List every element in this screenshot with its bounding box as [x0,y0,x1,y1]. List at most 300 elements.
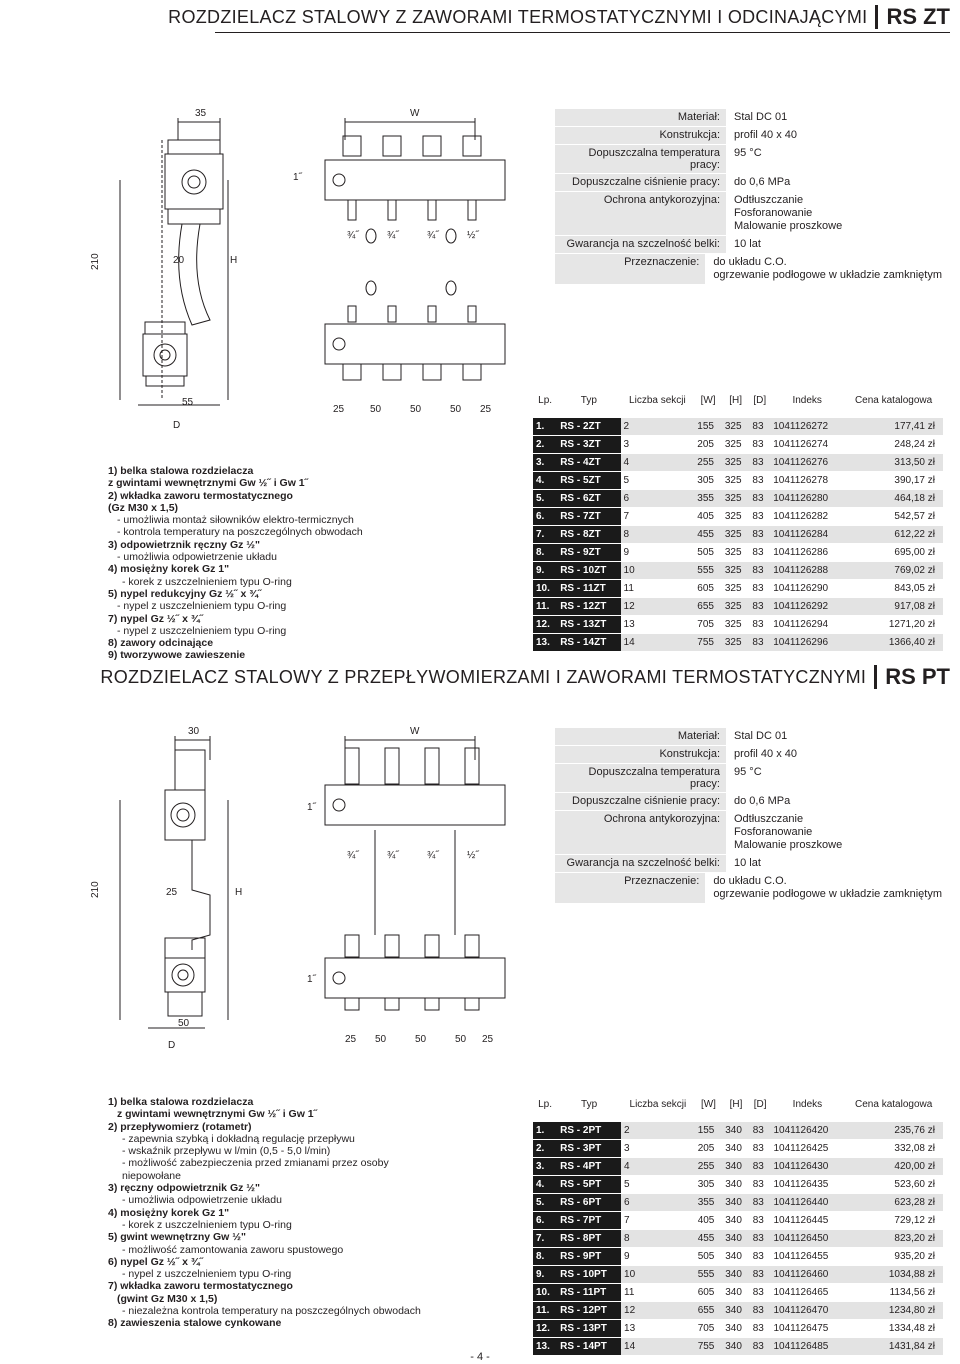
pt-header-title: ROZDZIELACZ STALOWY Z PRZEPŁYWOMIERZAMI I ZAWORAMI TERMOSTATYCZNYMI [100,666,867,687]
spec-row [555,145,950,174]
table-cell: RS - 12PT [557,1302,621,1320]
table-cell: 2 [621,1122,695,1140]
table-cell: 9. [533,1266,557,1284]
note-line: - niezależna kontrola temperatury na poszczególnych obwodach [122,1305,421,1318]
table-cell: 2. [533,1140,557,1158]
table-cell: 83 [749,508,770,526]
table-cell: RS - 14ZT [557,634,620,652]
table-cell: RS - 6ZT [557,490,620,508]
spec-row [555,236,950,254]
svg-text:1˝: 1˝ [307,802,316,813]
table-row [533,598,943,616]
table-cell: RS - 6PT [557,1194,621,1212]
table-header: Lp. [538,395,553,406]
table-cell: 83 [749,526,770,544]
table-cell: 325 [722,526,750,544]
note-line: 3) odpowietrznik ręczny Gz ½" [108,538,261,551]
spec-value-line: Fosforanowanie [734,826,813,838]
table-cell: 3. [533,1158,557,1176]
table-cell: 83 [750,1140,771,1158]
table-cell: 1041126465 [770,1284,844,1302]
spec-value-line: Odtłuszczanie [734,194,804,206]
table-cell: 5. [533,490,557,508]
table-cell: 83 [750,1176,771,1194]
spec-row [555,873,950,904]
table-cell: 505 [694,544,722,562]
table-cell: 12 [621,1302,695,1320]
spec-value [726,127,950,144]
table-cell: 8 [621,526,695,544]
table-cell: 1041126278 [770,472,844,490]
dim-210: 210 [90,253,101,270]
spec-value-line: profil 40 x 40 [734,129,797,141]
spec-value-line: do 0,6 MPa [734,176,791,188]
table-cell: 83 [749,544,770,562]
table-cell: 843,05 zł [844,580,943,598]
table-cell: 1041126292 [770,598,844,616]
table-cell: 555 [694,562,722,580]
table-cell: RS - 4ZT [557,454,620,472]
dim-d: D [173,420,181,431]
table-cell: 1041126288 [770,562,844,580]
table-cell: 2. [533,436,557,454]
table-cell: 6. [533,1212,557,1230]
table-cell: 755 [694,634,722,652]
table-header: Typ [580,395,597,406]
note-line: - umożliwia odpowietrzenie układu [117,551,277,564]
table-cell: 83 [749,490,770,508]
table-cell: 10. [533,1284,557,1302]
spec-value-line: do układu C.O. [713,256,787,268]
table-cell: 505 [695,1248,723,1266]
table-cell: 8. [533,1248,557,1266]
spec-label: Przeznaczenie: [555,873,705,903]
table-cell: 1041126435 [770,1176,844,1194]
svg-text:W: W [410,726,420,737]
table-cell: 10 [621,1266,695,1284]
spec-value [726,145,950,173]
spec-value [726,728,950,745]
table-cell: 83 [750,1338,771,1356]
spec-value [726,855,950,872]
svg-text:D: D [168,1040,176,1051]
table-header: Cena katalogowa [854,395,933,406]
spec-value [726,236,950,253]
table-cell: 325 [722,598,750,616]
table-cell: 340 [722,1158,750,1176]
table-cell: 1366,40 zł [844,634,943,652]
table-cell: 340 [722,1194,750,1212]
table-cell: 9 [621,544,695,562]
table-row [533,634,943,652]
table-cell: 83 [749,436,770,454]
table-cell: 1041126445 [770,1212,844,1230]
table-cell: 7. [533,1230,557,1248]
table-cell: RS - 4PT [557,1158,621,1176]
table-header: Indeks [792,395,822,406]
zt-header [168,4,950,30]
spec-value [726,793,950,810]
note-line: 8) zawory odcinające [108,637,214,650]
zt-price-table [533,384,943,652]
table-cell: RS - 13ZT [557,616,620,634]
table-cell: 235,76 zł [844,1122,943,1140]
spec-label: Ochrona antykorozyjna: [555,811,726,854]
table-header: [D] [753,395,767,406]
note-line: 9) tworzywowe zawieszenie [108,649,246,662]
table-cell: 83 [750,1302,771,1320]
pt-header-code: RS PT [885,664,950,689]
table-cell: 420,00 zł [844,1158,943,1176]
table-cell: 769,02 zł [844,562,943,580]
dim-1inch: 1˝ [293,172,302,183]
table-cell: 340 [722,1284,750,1302]
table-row [533,1266,943,1284]
table-row [533,1302,943,1320]
table-cell: 1. [533,418,557,436]
table-cell: 11 [621,1284,695,1302]
table-cell: 205 [695,1140,723,1158]
table-cell: 705 [695,1320,723,1338]
table-cell: 1041126280 [770,490,844,508]
spec-label: Przeznaczenie: [555,254,705,284]
table-cell: 340 [722,1248,750,1266]
table-header: [D] [753,1099,767,1110]
table-cell: 11. [533,1302,557,1320]
note-line: 5) gwint wewnętrzny Gw ½" [108,1231,246,1244]
table-cell: 332,08 zł [844,1140,943,1158]
spec-value-line: profil 40 x 40 [734,748,797,760]
note-line: 6) nypel Gz ½˝ x ¾˝ [108,1255,204,1268]
table-cell: 340 [722,1338,750,1356]
table-cell: 205 [694,436,722,454]
table-cell: RS - 7PT [557,1212,621,1230]
note-line: (Gz M30 x 1,5) [108,501,179,514]
table-cell: 12. [533,616,557,634]
table-cell: 155 [694,418,722,436]
table-cell: 1041126455 [770,1248,844,1266]
svg-text:25: 25 [333,404,345,415]
spec-value [726,174,950,191]
spec-row [555,728,950,746]
header-divider [874,665,877,689]
zt-side-view-drawing [80,100,250,431]
table-cell: 1334,48 zł [844,1320,943,1338]
table-cell: RS - 3ZT [557,436,620,454]
table-cell: 83 [750,1122,771,1140]
table-row [533,436,943,454]
pt-spec-table [555,728,950,904]
dim-55: 55 [182,397,194,408]
table-row [533,1230,943,1248]
svg-text:½˝: ½˝ [467,850,479,861]
table-cell: 340 [722,1140,750,1158]
spec-value-line: ogrzewanie podłogowe w układzie zamkniętym [713,888,942,900]
zt-spec-table [555,109,950,285]
table-cell: 7 [621,1212,695,1230]
spec-row [555,855,950,873]
table-row [533,472,943,490]
spec-label: Gwarancja na szczelność belki: [555,236,726,253]
dim-35: 35 [195,108,207,119]
note-line: z gwintami wewnętrznymi Gw ½˝ i Gw 1˝ [108,477,309,490]
table-cell: 325 [722,508,750,526]
table-cell: 655 [695,1302,723,1320]
spec-label: Gwarancja na szczelność belki: [555,855,726,872]
table-cell: RS - 10ZT [557,562,620,580]
table-cell: 5. [533,1194,557,1212]
table-cell: 5 [621,1176,695,1194]
table-cell: 83 [750,1230,771,1248]
svg-text:50: 50 [375,1034,387,1045]
table-row [533,562,943,580]
table-cell: 455 [695,1230,723,1248]
pt-price-table [533,1088,943,1356]
table-cell: 83 [749,634,770,652]
table-cell: RS - 14PT [557,1338,621,1356]
table-cell: 83 [750,1158,771,1176]
table-cell: 695,00 zł [844,544,943,562]
note-line: - umożliwia odpowietrzenie układu [122,1194,282,1207]
table-cell: 390,17 zł [844,472,943,490]
table-cell: 917,08 zł [844,598,943,616]
table-header: Indeks [792,1099,823,1110]
table-cell: 325 [722,490,750,508]
spec-row [555,109,950,127]
table-cell: 11 [621,580,695,598]
table-cell: 605 [694,580,722,598]
note-line: 2) przepływomierz (rotametr) [108,1120,252,1133]
table-cell: 623,28 zł [844,1194,943,1212]
note-line: - korek z uszczelnieniem typu O-ring [122,575,292,588]
table-row [533,1122,943,1140]
table-row [533,454,943,472]
zt-header-code: RS ZT [886,4,950,29]
spec-value-line: Fosforanowanie [734,207,813,219]
spec-value-line: Odtłuszczanie [734,813,804,825]
table-cell: RS - 11ZT [557,580,620,598]
table-header: Liczba sekcji [629,395,686,406]
table-cell: 1041126430 [770,1158,844,1176]
spec-value-line: Stal DC 01 [734,111,788,123]
note-line: 8) zawieszenia stalowe cynkowane [108,1317,282,1330]
table-cell: 325 [722,454,750,472]
table-cell: 1041126276 [770,454,844,472]
table-row [533,418,943,436]
spec-label: Ochrona antykorozyjna: [555,192,726,235]
table-cell: 13 [621,616,695,634]
table-cell: 1041126284 [770,526,844,544]
spec-value [726,192,950,235]
table-cell: RS - 10PT [557,1266,621,1284]
table-cell: RS - 12ZT [557,598,620,616]
table-cell: 14 [621,1338,695,1356]
dim-w: W [410,108,420,119]
note-line: 4) mosiężny korek Gz 1" [108,1206,230,1219]
table-cell: 11. [533,598,557,616]
table-header: Typ [581,1099,598,1110]
pt-front-view-drawing [285,720,515,1045]
table-row [533,1140,943,1158]
zt-header-title: ROZDZIELACZ STALOWY Z ZAWORAMI TERMOSTATYCZNYMI I ODCINAJĄCYMI [168,6,868,27]
zt-front-view-drawing [285,100,515,420]
spec-label: Materiał: [555,109,726,126]
spec-value-line: Malowanie proszkowe [734,839,843,851]
note-line: 1) belka stalowa rozdzielacza [108,465,254,477]
note-line: 5) nypel redukcyjny Gz ½˝ x ¾˝ [108,587,262,600]
table-row [533,1194,943,1212]
spec-value-line: do układu C.O. [713,875,787,887]
svg-text:H: H [235,887,243,898]
table-cell: 7. [533,526,557,544]
spec-value-line: Malowanie proszkowe [734,220,843,232]
svg-text:50: 50 [455,1034,467,1045]
table-cell: 325 [722,418,750,436]
table-cell: 83 [749,418,770,436]
table-cell: 313,50 zł [844,454,943,472]
note-line: - nypel z uszczelnieniem typu O-ring [122,1268,292,1281]
note-line: 7) nypel Gz ½˝ x ¾˝ [108,612,204,625]
table-cell: 355 [695,1194,723,1212]
note-line: - nypel z uszczelnieniem typu O-ring [117,600,287,613]
table-cell: 8. [533,544,557,562]
table-cell: 83 [750,1212,771,1230]
table-cell: 1041126485 [770,1338,844,1356]
note-line: - kontrola temperatury na poszczególnych obwodach [117,526,363,539]
table-header: [W] [700,1099,716,1110]
table-cell: 255 [694,454,722,472]
table-cell: 9. [533,562,557,580]
table-cell: 305 [695,1176,723,1194]
spec-label: Dopuszczalne ciśnienie pracy: [555,793,726,810]
dim-h: H [230,255,238,266]
table-cell: 612,22 zł [844,526,943,544]
spec-value-line: 10 lat [734,238,761,250]
table-cell: 248,24 zł [844,436,943,454]
spec-label: Konstrukcja: [555,127,726,144]
table-header: [H] [729,395,743,406]
table-cell: 177,41 zł [844,418,943,436]
table-cell: 6 [621,1194,695,1212]
table-cell: 729,12 zł [844,1212,943,1230]
table-row [533,490,943,508]
table-cell: 8 [621,1230,695,1248]
spec-label: Dopuszczalna temperatura pracy: [555,764,726,792]
table-cell: 655 [694,598,722,616]
table-cell: 1234,80 zł [844,1302,943,1320]
table-cell: RS - 9ZT [557,544,620,562]
spec-value [705,873,950,903]
table-cell: 4. [533,1176,557,1194]
table-cell: 83 [750,1320,771,1338]
svg-text:50: 50 [450,404,462,415]
svg-text:50: 50 [370,404,382,415]
table-header: [W] [700,395,716,406]
table-cell: 9 [621,1248,695,1266]
note-line: niepowołane [122,1169,181,1182]
table-row [533,1320,943,1338]
spec-value [726,109,950,126]
svg-text:50: 50 [178,1018,190,1029]
table-cell: 1041126460 [770,1266,844,1284]
note-line: (gwint Gz M30 x 1,5) [117,1292,218,1305]
svg-text:50: 50 [410,404,422,415]
table-cell: RS - 2ZT [557,418,620,436]
table-cell: 1041126290 [770,580,844,598]
svg-text:¾˝: ¾˝ [387,230,399,241]
note-line: 3) ręczny odpowietrznik Gz ½" [108,1182,261,1195]
table-row [533,544,943,562]
table-cell: RS - 8ZT [557,526,620,544]
note-line: 2) wkładka zaworu termostatycznego [108,489,293,502]
table-row [533,1176,943,1194]
table-cell: 255 [695,1158,723,1176]
table-cell: RS - 13PT [557,1320,621,1338]
table-cell: 340 [722,1212,750,1230]
spec-row [555,811,950,855]
table-cell: 6. [533,508,557,526]
table-cell: RS - 8PT [557,1230,621,1248]
table-row [533,1158,943,1176]
table-cell: 13 [621,1320,695,1338]
svg-text:½˝: ½˝ [467,230,479,241]
table-cell: 325 [722,472,750,490]
table-row [533,1212,943,1230]
page-number: - 4 - [470,1351,490,1363]
table-cell: 1271,20 zł [844,616,943,634]
table-cell: 3 [621,1140,695,1158]
table-header: Liczba sekcji [629,1099,687,1110]
table-cell: 325 [722,580,750,598]
svg-text:50: 50 [415,1034,427,1045]
table-cell: 340 [722,1320,750,1338]
table-cell: 1041126294 [770,616,844,634]
spec-value [726,746,950,763]
table-cell: 325 [722,616,750,634]
table-cell: 355 [694,490,722,508]
table-row [533,616,943,634]
table-cell: 1041126440 [770,1194,844,1212]
table-cell: 755 [695,1338,723,1356]
note-line: 4) mosiężny korek Gz 1" [108,563,230,576]
svg-text:¾˝: ¾˝ [427,850,439,861]
table-row [533,526,943,544]
table-cell: 325 [722,634,750,652]
table-cell: 935,20 zł [844,1248,943,1266]
table-cell: RS - 11PT [557,1284,621,1302]
table-cell: 83 [750,1266,771,1284]
table-cell: 464,18 zł [844,490,943,508]
table-cell: RS - 5ZT [557,472,620,490]
zt-header-rule [215,32,950,33]
table-header: Cena katalogowa [855,1099,933,1110]
svg-text:25: 25 [345,1034,357,1045]
table-header: [H] [729,1099,743,1110]
table-cell: 340 [722,1302,750,1320]
spec-value-line: 95 °C [734,766,762,778]
table-cell: 523,60 zł [844,1176,943,1194]
note-line: - wskaźnik przepływu w l/min (0,5 - 5,0 l/min) [122,1145,331,1158]
table-cell: 1. [533,1122,557,1140]
table-cell: 542,57 zł [844,508,943,526]
spec-value [726,764,950,792]
svg-text:¾˝: ¾˝ [347,850,359,861]
svg-text:¾˝: ¾˝ [387,850,399,861]
spec-row [555,254,950,285]
svg-text:25: 25 [166,887,178,898]
table-cell: 12. [533,1320,557,1338]
note-line: 1) belka stalowa rozdzielacza [108,1096,254,1108]
